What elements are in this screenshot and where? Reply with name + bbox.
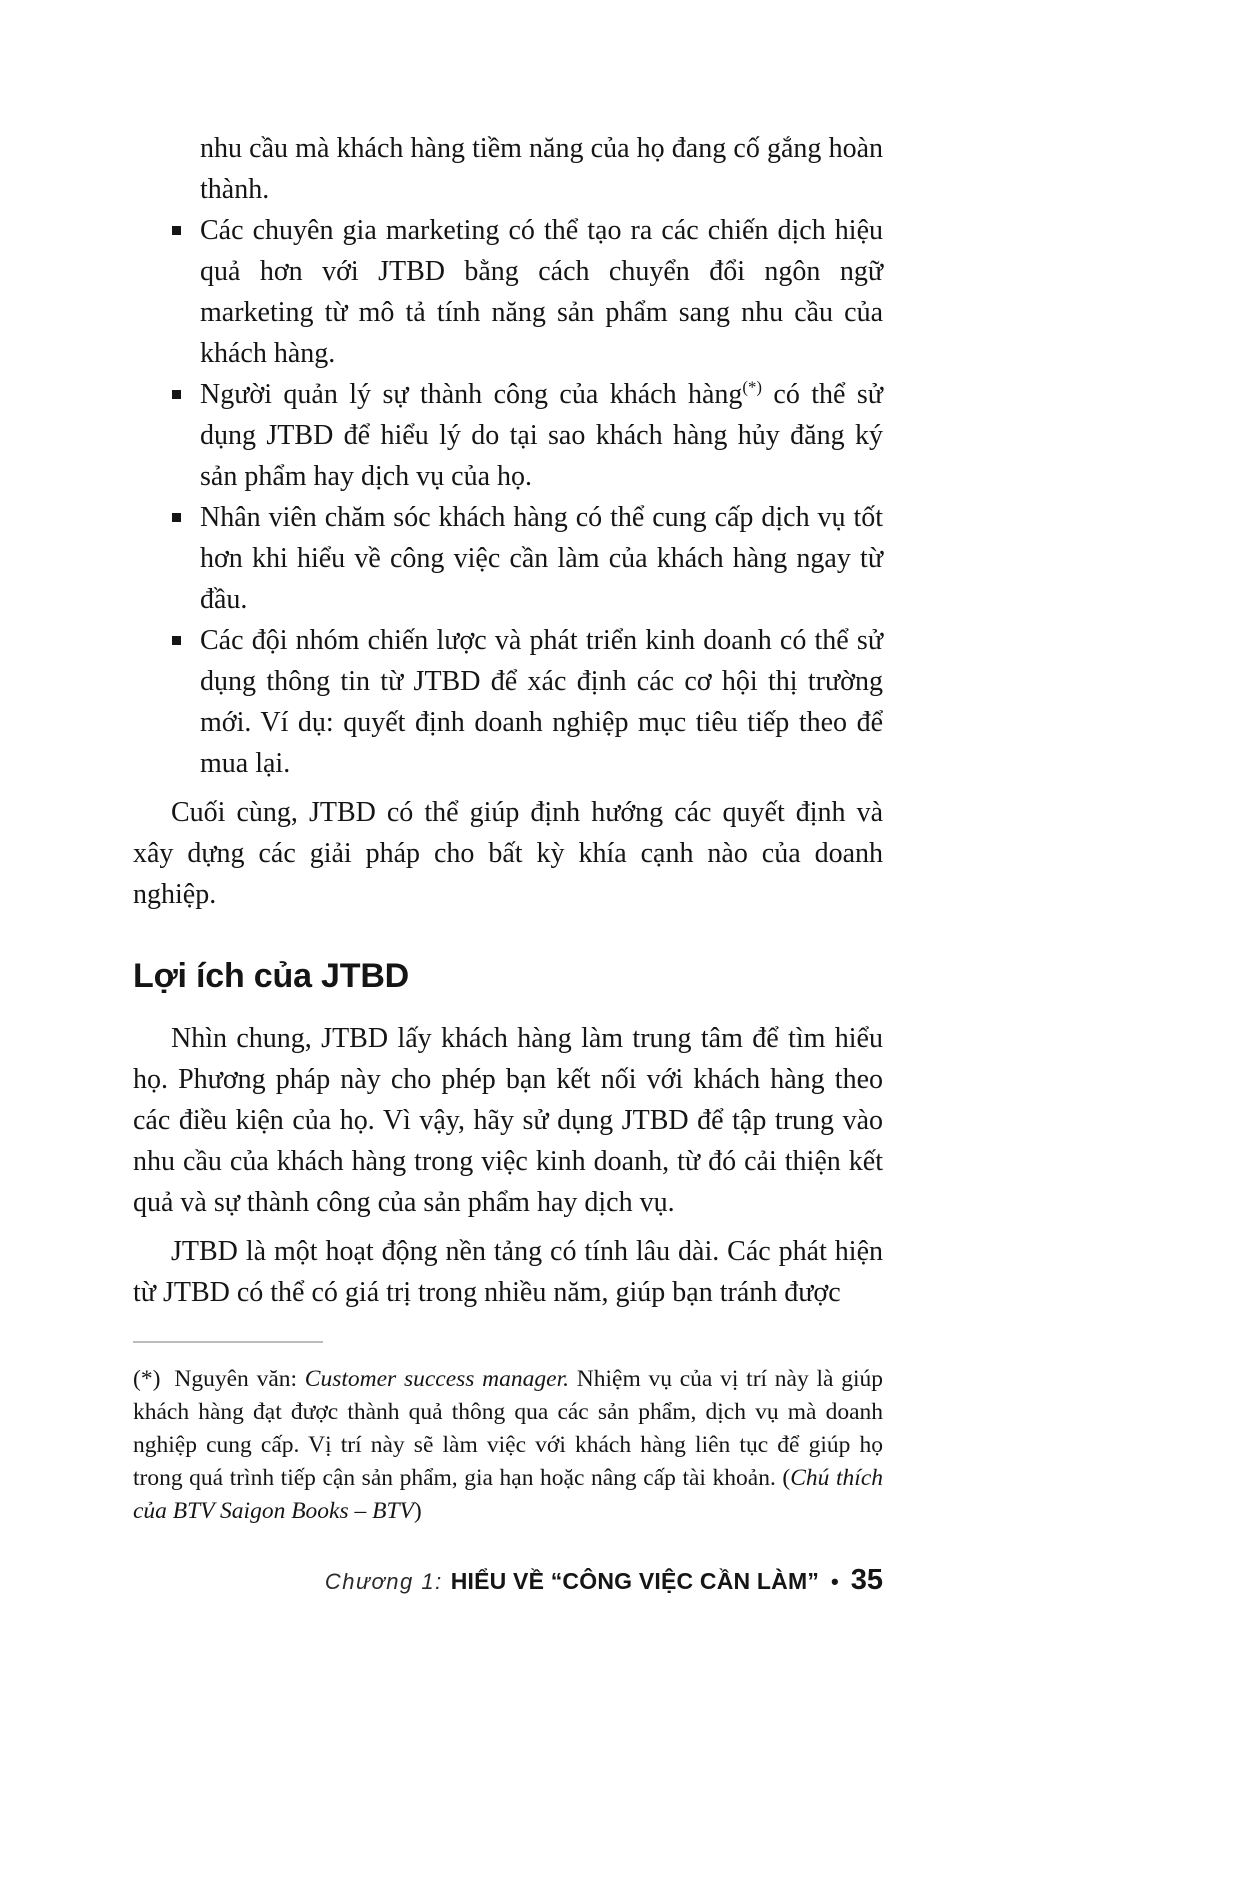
square-bullet-icon (172, 513, 181, 522)
square-bullet-icon (172, 636, 181, 645)
bullet-text: có thể sử dụng JTBD để hiểu lý do tại sao khách hàng hủy đăng ký sản phẩm hay dịch vụ của họ. (200, 379, 883, 492)
bullet-text: Nhân viên chăm sóc khách hàng có thể cung cấp dịch vụ tốt hơn khi hiểu về công việc cần làm của khách hàng ngay từ đầu. (200, 502, 883, 615)
list-item (133, 374, 883, 497)
footnote-credit: Chú thích của BTV Saigon Books – BTV (133, 1465, 883, 1524)
continuation-paragraph: nhu cầu mà khách hàng tiềm năng của họ đang cố gắng hoàn thành. (200, 133, 883, 205)
chapter-label: Chương 1: (324, 1569, 443, 1594)
list-item (133, 620, 883, 784)
section-paragraph: Nhìn chung, JTBD lấy khách hàng làm trung tâm để tìm hiểu họ. Phương pháp này cho phép bạn kết nối với khách hàng theo các điều kiện của họ. Vì vậy, hãy sử dụng JTBD để tập trung vào nhu cầu của khách hàng trong việc kinh doanh, từ đó cải thiện kết quả và sự thành công của sản phẩm hay dịch vụ. (133, 1023, 883, 1218)
footnote (133, 1363, 883, 1528)
square-bullet-icon (172, 226, 181, 235)
footnote-reference: (*) (742, 377, 762, 397)
bullet-list (133, 210, 883, 784)
footnote-marker: (*) (133, 1366, 161, 1392)
list-item (133, 497, 883, 620)
closing-paragraph: Cuối cùng, JTBD có thể giúp định hướng các quyết định và xây dựng các giải pháp cho bất kỳ khía cạnh nào của doanh nghiệp. (133, 797, 883, 910)
section-paragraph: JTBD là một hoạt động nền tảng có tính lâu dài. Các phát hiện từ JTBD có thể có giá trị trong nhiều năm, giúp bạn tránh được (133, 1236, 883, 1308)
footnote-lead: Nguyên văn: (174, 1366, 305, 1392)
page-footer (133, 1564, 883, 1597)
footnote-close: ) (413, 1498, 422, 1524)
bullet-text: Các chuyên gia marketing có thể tạo ra các chiến dịch hiệu quả hơn với JTBD bằng cách chuyển đổi ngôn ngữ marketing từ mô tả tính năng sản phẩm sang nhu cầu của khách hàng. (200, 215, 883, 369)
footnote-body: Nhiệm vụ của vị trí này là giúp khách hàng đạt được thành quả thông qua các sản phẩm, dịch vụ mà doanh nghiệp cung cấp. Vị trí này sẽ làm việc với khách hàng liên tục để giúp họ trong quá trình tiếp cận sản phẩm, gia hạn hoặc nâng cấp tài khoản. ( (133, 1366, 883, 1491)
page-number: 35 (850, 1564, 883, 1596)
footnote-term: Customer success manager. (304, 1366, 570, 1392)
section-heading: Lợi ích của JTBD (133, 957, 410, 995)
footer-separator-dot: • (831, 1569, 839, 1594)
chapter-title: HIỂU VỀ “CÔNG VIỆC CẦN LÀM” (450, 1568, 820, 1594)
bullet-text: Các đội nhóm chiến lược và phát triển kinh doanh có thể sử dụng thông tin từ JTBD để xác định các cơ hội thị trường mới. Ví dụ: quyết định doanh nghiệp mục tiêu tiếp theo để mua lại. (200, 625, 883, 779)
bullet-text: Người quản lý sự thành công của khách hàng (200, 379, 743, 410)
list-item (133, 210, 883, 374)
footnote-divider (133, 1341, 323, 1343)
square-bullet-icon (172, 390, 181, 399)
